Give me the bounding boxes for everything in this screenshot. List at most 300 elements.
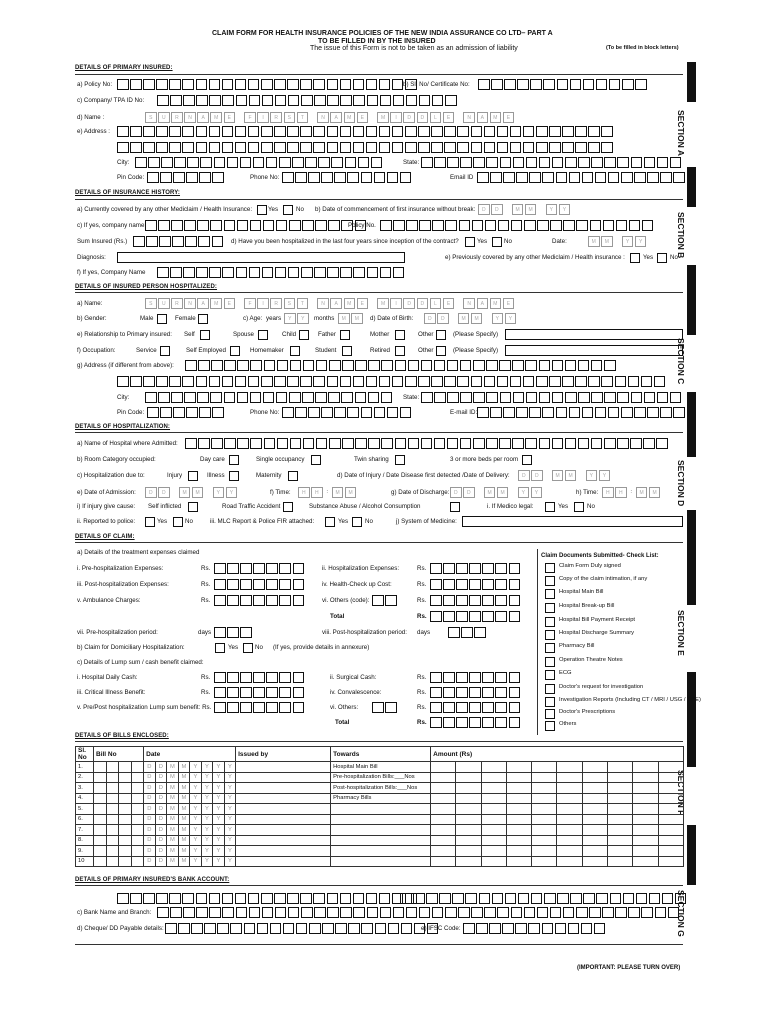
char-cell[interactable] <box>443 579 455 590</box>
char-cell[interactable] <box>509 563 521 574</box>
table-cell[interactable] <box>557 772 582 783</box>
char-cell[interactable] <box>608 172 620 183</box>
char-cell[interactable] <box>393 220 405 231</box>
char-cell[interactable] <box>379 79 391 90</box>
char-cell[interactable] <box>274 893 286 904</box>
char-cell[interactable]: S <box>284 112 296 123</box>
table-cell[interactable]: M <box>167 772 179 783</box>
rel-child-checkbox[interactable] <box>299 330 309 340</box>
char-cell[interactable] <box>191 923 203 934</box>
char-cell[interactable]: N <box>317 298 329 309</box>
char-cell[interactable] <box>509 595 521 606</box>
table-cell[interactable] <box>106 856 119 867</box>
table-cell[interactable] <box>119 814 132 825</box>
char-cell[interactable]: D <box>158 487 170 498</box>
char-cell[interactable] <box>313 376 325 387</box>
char-cell[interactable] <box>471 376 483 387</box>
char-cell[interactable] <box>544 470 550 481</box>
char-cell[interactable] <box>647 407 659 418</box>
pin-field[interactable] <box>147 172 226 183</box>
char-cell[interactable] <box>287 142 299 153</box>
table-cell[interactable]: 6. <box>76 814 94 825</box>
table-cell[interactable]: Y <box>213 814 225 825</box>
char-cell[interactable]: M <box>484 487 496 498</box>
char-cell[interactable]: R <box>171 112 183 123</box>
char-cell[interactable] <box>392 142 404 153</box>
checklist-checkbox[interactable] <box>545 697 555 707</box>
char-cell[interactable]: Y <box>586 470 598 481</box>
table-cell[interactable] <box>658 846 683 857</box>
char-cell[interactable] <box>353 907 365 918</box>
char-cell[interactable] <box>130 142 142 153</box>
char-cell[interactable] <box>499 438 511 449</box>
char-cell[interactable] <box>143 376 155 387</box>
char-cell[interactable] <box>227 157 239 168</box>
char-cell[interactable] <box>516 172 528 183</box>
char-cell[interactable] <box>511 220 523 231</box>
table-cell[interactable] <box>106 804 119 815</box>
char-cell[interactable] <box>601 142 613 153</box>
char-cell[interactable] <box>505 893 517 904</box>
char-cell[interactable] <box>274 126 286 137</box>
policy-no-b-field[interactable] <box>380 220 655 231</box>
char-cell[interactable] <box>552 157 564 168</box>
char-cell[interactable] <box>302 392 314 403</box>
table-cell[interactable]: Y <box>201 772 213 783</box>
table-cell[interactable] <box>658 814 683 825</box>
char-cell[interactable] <box>224 220 236 231</box>
table-cell[interactable] <box>607 856 632 867</box>
table-cell[interactable]: 7. <box>76 825 94 836</box>
char-cell[interactable]: M <box>210 298 222 309</box>
char-cell[interactable] <box>575 142 587 153</box>
char-cell[interactable] <box>279 563 291 574</box>
char-cell[interactable] <box>183 95 195 106</box>
table-cell[interactable] <box>456 846 481 857</box>
char-cell[interactable]: M <box>565 470 577 481</box>
char-cell[interactable] <box>502 923 514 934</box>
char-cell[interactable] <box>539 392 551 403</box>
table-cell[interactable] <box>658 793 683 804</box>
char-cell[interactable] <box>471 126 483 137</box>
char-cell[interactable]: H <box>615 487 627 498</box>
table-cell[interactable] <box>481 814 506 825</box>
char-cell[interactable]: I <box>257 112 269 123</box>
char-cell[interactable] <box>160 172 172 183</box>
char-cell[interactable] <box>314 907 326 918</box>
char-cell[interactable] <box>484 126 496 137</box>
char-cell[interactable]: M <box>471 313 483 324</box>
char-cell[interactable] <box>549 376 561 387</box>
char-cell[interactable] <box>405 376 417 387</box>
table-cell[interactable] <box>236 856 331 867</box>
char-cell[interactable] <box>434 438 446 449</box>
char-cell[interactable] <box>380 95 392 106</box>
char-cell[interactable]: Y <box>635 236 647 247</box>
char-cell[interactable] <box>235 376 247 387</box>
char-cell[interactable] <box>158 392 170 403</box>
char-cell[interactable] <box>589 907 601 918</box>
char-cell[interactable] <box>430 563 442 574</box>
char-cell[interactable]: M <box>377 112 389 123</box>
char-cell[interactable] <box>184 220 196 231</box>
table-cell[interactable]: Y <box>213 856 225 867</box>
table-cell[interactable]: Y <box>224 762 236 773</box>
char-cell[interactable]: E <box>224 112 236 123</box>
char-cell[interactable]: M <box>497 487 509 498</box>
table-cell[interactable] <box>106 825 119 836</box>
char-cell[interactable] <box>408 360 420 371</box>
table-cell[interactable] <box>106 772 119 783</box>
convalescence-field[interactable] <box>430 687 522 698</box>
table-cell[interactable]: D <box>155 825 167 836</box>
table-cell[interactable] <box>106 793 119 804</box>
char-cell[interactable] <box>261 126 273 137</box>
char-cell[interactable] <box>503 172 515 183</box>
char-cell[interactable] <box>516 407 528 418</box>
daily-cash-field[interactable] <box>214 672 306 683</box>
char-cell[interactable] <box>419 95 431 106</box>
table-cell[interactable] <box>582 814 607 825</box>
char-cell[interactable] <box>237 438 249 449</box>
char-cell[interactable] <box>366 142 378 153</box>
commencement-date-field[interactable] <box>478 204 572 215</box>
char-cell[interactable] <box>205 487 211 498</box>
char-cell[interactable] <box>380 267 392 278</box>
char-cell[interactable] <box>432 220 444 231</box>
table-cell[interactable]: D <box>155 804 167 815</box>
table-cell[interactable]: Y <box>224 772 236 783</box>
table-cell[interactable]: Y <box>213 835 225 846</box>
c-address-line-2[interactable] <box>117 376 667 387</box>
table-cell[interactable] <box>431 814 456 825</box>
char-cell[interactable] <box>366 376 378 387</box>
char-cell[interactable] <box>568 923 580 934</box>
char-cell[interactable] <box>594 923 606 934</box>
char-cell[interactable] <box>171 392 183 403</box>
table-cell[interactable]: Y <box>213 783 225 794</box>
char-cell[interactable] <box>276 220 288 231</box>
char-cell[interactable] <box>235 142 247 153</box>
char-cell[interactable] <box>355 360 367 371</box>
char-cell[interactable] <box>261 893 273 904</box>
char-cell[interactable]: Y <box>622 236 634 247</box>
table-cell[interactable] <box>607 762 632 773</box>
table-cell[interactable]: Y <box>213 762 225 773</box>
char-cell[interactable] <box>641 907 653 918</box>
email-field[interactable] <box>477 172 687 183</box>
char-cell[interactable] <box>253 563 265 574</box>
char-cell[interactable] <box>469 702 481 713</box>
char-cell[interactable] <box>673 407 685 418</box>
char-cell[interactable] <box>565 438 577 449</box>
char-cell[interactable]: L <box>430 298 442 309</box>
char-cell[interactable] <box>569 407 581 418</box>
table-cell[interactable]: Y <box>201 825 213 836</box>
char-cell[interactable]: M <box>344 298 356 309</box>
table-cell[interactable] <box>633 814 658 825</box>
char-cell[interactable] <box>266 702 278 713</box>
char-cell[interactable] <box>270 923 282 934</box>
char-cell[interactable] <box>543 79 555 90</box>
char-cell[interactable] <box>300 142 312 153</box>
char-cell[interactable] <box>295 172 307 183</box>
table-cell[interactable]: 3. <box>76 783 94 794</box>
table-cell[interactable]: Y <box>201 814 213 825</box>
table-cell[interactable]: M <box>167 814 179 825</box>
char-cell[interactable] <box>328 220 340 231</box>
char-cell[interactable] <box>316 438 328 449</box>
char-cell[interactable] <box>249 95 261 106</box>
char-cell[interactable] <box>222 893 234 904</box>
health-check-field[interactable] <box>430 579 522 590</box>
char-cell[interactable] <box>601 126 613 137</box>
char-cell[interactable] <box>185 438 197 449</box>
char-cell[interactable]: I <box>257 298 269 309</box>
char-cell[interactable] <box>660 172 672 183</box>
char-cell[interactable] <box>387 407 399 418</box>
char-cell[interactable] <box>538 204 544 215</box>
char-cell[interactable] <box>400 893 412 904</box>
char-cell[interactable] <box>184 392 196 403</box>
char-cell[interactable] <box>539 360 551 371</box>
table-cell[interactable] <box>532 856 557 867</box>
char-cell[interactable] <box>301 907 313 918</box>
char-cell[interactable] <box>315 392 327 403</box>
char-cell[interactable] <box>264 438 276 449</box>
char-cell[interactable] <box>170 95 182 106</box>
table-cell[interactable] <box>658 825 683 836</box>
room-single-checkbox[interactable] <box>311 455 321 465</box>
domi-no-checkbox[interactable] <box>243 643 253 653</box>
char-cell[interactable] <box>406 95 418 106</box>
char-cell[interactable]: M <box>512 204 524 215</box>
char-cell[interactable] <box>443 595 455 606</box>
cause-rta-checkbox[interactable] <box>283 502 293 512</box>
table-cell[interactable]: Y <box>190 814 202 825</box>
char-cell[interactable] <box>509 717 521 728</box>
char-cell[interactable] <box>491 79 503 90</box>
char-cell[interactable] <box>253 702 265 713</box>
table-cell[interactable]: Y <box>190 804 202 815</box>
table-cell[interactable] <box>633 846 658 857</box>
table-cell[interactable] <box>236 846 331 857</box>
table-cell[interactable]: Y <box>201 846 213 857</box>
char-cell[interactable] <box>381 392 393 403</box>
char-cell[interactable] <box>197 220 209 231</box>
table-cell[interactable] <box>481 835 506 846</box>
age-months-field[interactable] <box>338 313 364 324</box>
checklist-checkbox[interactable] <box>545 603 555 613</box>
char-cell[interactable] <box>476 923 488 934</box>
char-cell[interactable] <box>158 220 170 231</box>
char-cell[interactable] <box>656 438 668 449</box>
table-cell[interactable] <box>236 825 331 836</box>
table-cell[interactable] <box>481 772 506 783</box>
char-cell[interactable] <box>552 438 564 449</box>
char-cell[interactable] <box>421 360 433 371</box>
char-cell[interactable] <box>617 438 629 449</box>
char-cell[interactable] <box>418 126 430 137</box>
char-cell[interactable] <box>293 702 305 713</box>
char-cell[interactable] <box>418 142 430 153</box>
char-cell[interactable]: H <box>298 487 310 498</box>
char-cell[interactable] <box>400 407 412 418</box>
char-cell[interactable] <box>318 157 330 168</box>
char-cell[interactable] <box>381 438 393 449</box>
table-cell[interactable] <box>481 856 506 867</box>
table-cell[interactable]: D <box>155 783 167 794</box>
table-cell[interactable] <box>607 783 632 794</box>
table-cell[interactable]: D <box>144 793 156 804</box>
table-cell[interactable] <box>94 846 107 857</box>
char-cell[interactable] <box>500 392 512 403</box>
char-cell[interactable]: E <box>443 112 455 123</box>
others-field[interactable] <box>430 595 522 606</box>
char-cell[interactable] <box>604 438 616 449</box>
char-cell[interactable] <box>406 907 418 918</box>
char-cell[interactable]: Y <box>559 204 571 215</box>
char-cell[interactable] <box>513 157 525 168</box>
char-cell[interactable] <box>450 313 456 324</box>
char-cell[interactable] <box>314 267 326 278</box>
char-cell[interactable]: M <box>525 204 537 215</box>
table-cell[interactable] <box>557 783 582 794</box>
char-cell[interactable] <box>169 893 181 904</box>
char-cell[interactable]: T <box>297 112 309 123</box>
mlc-no-checkbox[interactable] <box>352 517 362 527</box>
char-cell[interactable] <box>187 157 199 168</box>
char-cell[interactable] <box>504 79 516 90</box>
char-cell[interactable] <box>130 79 142 90</box>
table-cell[interactable]: Y <box>201 804 213 815</box>
char-cell[interactable] <box>171 487 177 498</box>
table-cell[interactable] <box>633 825 658 836</box>
table-cell[interactable] <box>456 783 481 794</box>
mlc-yes-checkbox[interactable] <box>325 517 335 527</box>
table-cell[interactable] <box>607 814 632 825</box>
char-cell[interactable] <box>367 907 379 918</box>
char-cell[interactable] <box>250 360 262 371</box>
char-cell[interactable] <box>445 907 457 918</box>
table-cell[interactable] <box>119 804 132 815</box>
char-cell[interactable]: S <box>145 298 157 309</box>
char-cell[interactable] <box>371 157 383 168</box>
table-cell[interactable]: Y <box>190 783 202 794</box>
char-cell[interactable] <box>430 611 442 622</box>
char-cell[interactable] <box>209 893 221 904</box>
char-cell[interactable] <box>327 126 339 137</box>
char-cell[interactable] <box>444 376 456 387</box>
char-cell[interactable] <box>445 220 457 231</box>
char-cell[interactable] <box>622 79 634 90</box>
char-cell[interactable] <box>439 893 451 904</box>
char-cell[interactable] <box>334 172 346 183</box>
char-cell[interactable]: D <box>403 298 415 309</box>
table-cell[interactable]: Y <box>213 793 225 804</box>
cause-substance-checkbox[interactable] <box>450 502 460 512</box>
char-cell[interactable] <box>447 360 459 371</box>
char-cell[interactable] <box>434 360 446 371</box>
char-cell[interactable] <box>476 487 482 498</box>
char-cell[interactable] <box>536 376 548 387</box>
char-cell[interactable] <box>222 376 234 387</box>
char-cell[interactable] <box>421 392 433 403</box>
checklist-checkbox[interactable] <box>545 643 555 653</box>
diagnosis-field[interactable] <box>117 252 405 263</box>
char-cell[interactable] <box>156 142 168 153</box>
char-cell[interactable] <box>456 563 468 574</box>
table-cell[interactable]: M <box>167 783 179 794</box>
table-cell[interactable]: Y <box>224 825 236 836</box>
city-field[interactable] <box>135 157 384 168</box>
char-cell[interactable] <box>276 392 288 403</box>
table-cell[interactable] <box>607 846 632 857</box>
table-cell[interactable] <box>94 793 107 804</box>
char-cell[interactable] <box>550 907 562 918</box>
char-cell[interactable] <box>662 893 674 904</box>
table-cell[interactable] <box>94 762 107 773</box>
char-cell[interactable] <box>490 172 502 183</box>
char-cell[interactable] <box>310 298 316 309</box>
table-cell[interactable]: Y <box>224 783 236 794</box>
char-cell[interactable] <box>443 563 455 574</box>
char-cell[interactable] <box>262 907 274 918</box>
table-cell[interactable]: Y <box>190 793 202 804</box>
char-cell[interactable] <box>224 392 236 403</box>
char-cell[interactable] <box>448 627 460 638</box>
char-cell[interactable] <box>604 157 616 168</box>
table-cell[interactable] <box>456 772 481 783</box>
room-three-checkbox[interactable] <box>522 455 532 465</box>
char-cell[interactable] <box>457 142 469 153</box>
char-cell[interactable] <box>200 157 212 168</box>
char-cell[interactable] <box>303 438 315 449</box>
char-cell[interactable] <box>421 157 433 168</box>
table-cell[interactable] <box>582 772 607 783</box>
char-cell[interactable] <box>341 392 353 403</box>
char-cell[interactable] <box>263 392 275 403</box>
char-cell[interactable]: D <box>437 313 449 324</box>
surgical-cash-field[interactable] <box>430 672 522 683</box>
table-cell[interactable] <box>557 835 582 846</box>
char-cell[interactable] <box>367 95 379 106</box>
char-cell[interactable] <box>614 236 620 247</box>
table-cell[interactable]: D <box>155 772 167 783</box>
char-cell[interactable] <box>458 907 470 918</box>
checklist-checkbox[interactable] <box>545 709 555 719</box>
char-cell[interactable] <box>525 438 537 449</box>
char-cell[interactable]: : <box>630 489 632 495</box>
char-cell[interactable] <box>301 95 313 106</box>
char-cell[interactable]: M <box>338 313 350 324</box>
char-cell[interactable] <box>327 79 339 90</box>
char-cell[interactable] <box>355 438 367 449</box>
table-cell[interactable]: Y <box>201 835 213 846</box>
char-cell[interactable] <box>209 376 221 387</box>
char-cell[interactable] <box>570 893 582 904</box>
char-cell[interactable] <box>227 627 239 638</box>
table-cell[interactable] <box>582 835 607 846</box>
char-cell[interactable] <box>456 112 462 123</box>
char-cell[interactable] <box>509 687 521 698</box>
medico-no-checkbox[interactable] <box>574 502 584 512</box>
char-cell[interactable] <box>316 360 328 371</box>
char-cell[interactable] <box>616 220 628 231</box>
char-cell[interactable] <box>482 717 494 728</box>
char-cell[interactable] <box>379 126 391 137</box>
char-cell[interactable] <box>486 392 498 403</box>
